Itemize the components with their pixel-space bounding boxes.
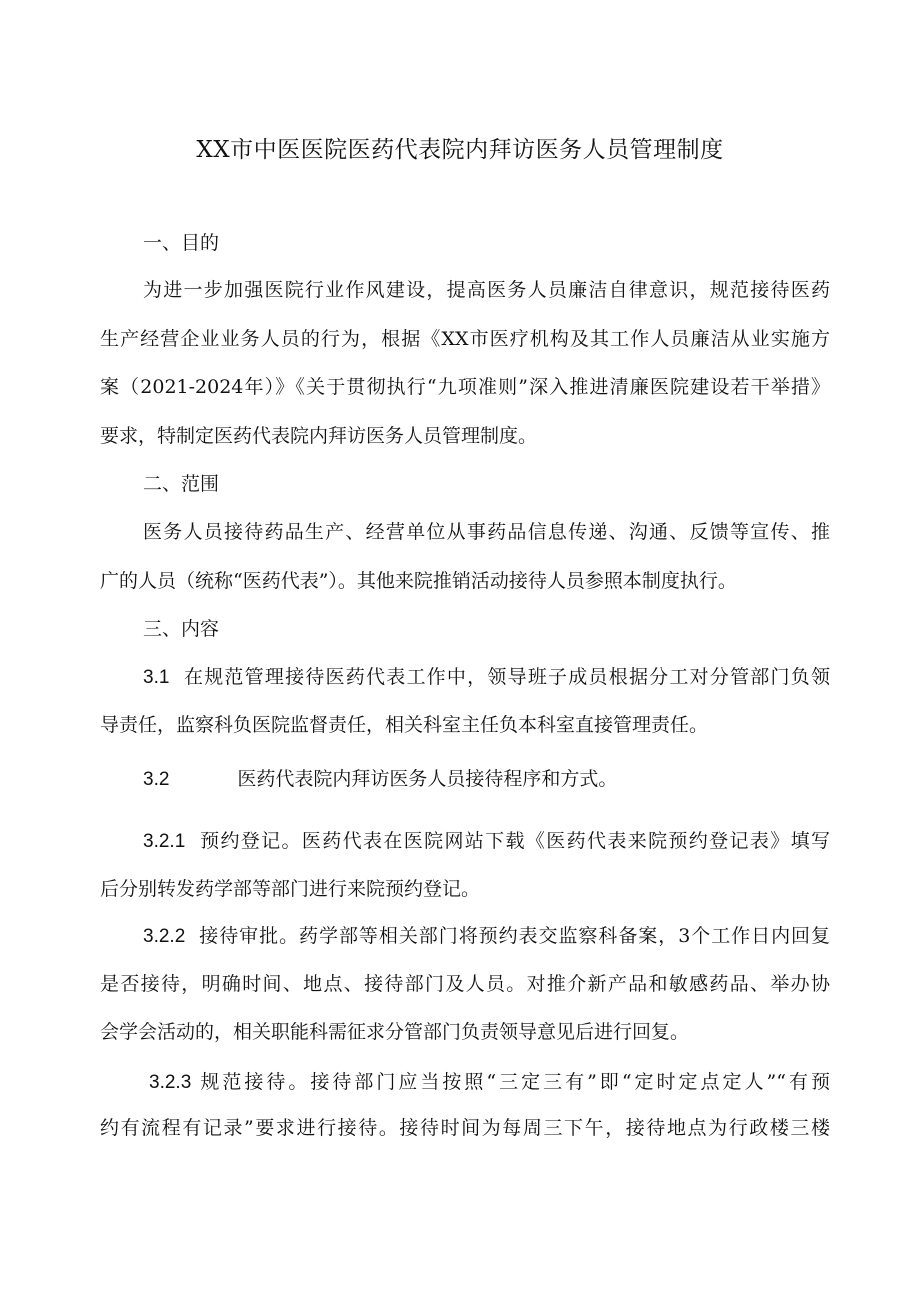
paragraph-line: 后分别转发药学部等部门进行来院预约登记。 [100,878,481,900]
paragraph-line: 要求，特制定医药代表院内拜访医务人员管理制度。 [100,425,538,447]
paragraph-line: 约有流程有记录”要求进行接待。接待时间为每周三下午，接待地点为行政楼三楼 [100,1117,830,1139]
clause-3-2-2 [143,922,830,951]
paragraph-line: 生产经营企业业务人员的行为，根据《XX市医疗机构及其工作人员廉洁从业实施方 [100,328,830,350]
clause-text: 预约登记。医药代表在医院网站下载《医药代表来院预约登记表》填写 [200,830,830,852]
clause-3-2 [143,765,830,794]
paragraph-line: 为进一步加强医院行业作风建设，提高医务人员廉洁自律意识，规范接待医药 [143,279,830,301]
clause-text: 接待审批。药学部等相关部门将预约表交监察科备案，3个工作日内回复 [199,925,830,947]
clause-3-2-1 [143,827,830,856]
paragraph-line: 广的人员（统称“医药代表”）。其他来院推销活动接待人员参照本制度执行。 [100,570,737,592]
section-heading-content: 三、内容 [143,618,220,640]
paragraph-line: 会学会活动的，相关职能科需征求分管部门负责领导意见后进行回复。 [100,1021,690,1043]
clause-text: 规范接待。接待部门应当按照“三定三有”即“定时定点定人”“有预 [200,1071,830,1093]
clause-number: 3.2.3 [149,1072,192,1093]
clause-number: 3.2 [143,769,170,790]
clause-number: 3.2.1 [143,831,186,852]
document-title: XX市中医医院医药代表院内拜访医务人员管理制度 [196,137,724,163]
paragraph-line: 医务人员接待药品生产、经营单位从事药品信息传递、沟通、反馈等宣传、推 [143,521,830,543]
clause-3-1 [143,663,830,692]
paragraph-line: 是否接待，明确时间、地点、接待部门及人员。对推介新产品和敏感药品、举办协 [100,973,830,995]
section-heading-scope: 二、范围 [143,473,220,495]
section-heading-purpose: 一、目的 [143,232,220,254]
clause-number: 3.1 [143,667,170,688]
clause-number: 3.2.2 [143,926,186,947]
clause-text: 在规范管理接待医药代表工作中，领导班子成员根据分工对分管部门负领 [183,666,830,688]
paragraph-line: 导责任，监察科负医院监督责任，相关科室主任负本科室直接管理责任。 [100,714,709,736]
paragraph-line: 案（2021-2024年）》《关于贯彻执行“九项准则”深入推进清廉医院建设若干举措》 [100,376,830,398]
clause-text: 医药代表院内拜访医务人员接待程序和方式。 [237,768,618,790]
clause-3-2-3 [149,1068,830,1097]
